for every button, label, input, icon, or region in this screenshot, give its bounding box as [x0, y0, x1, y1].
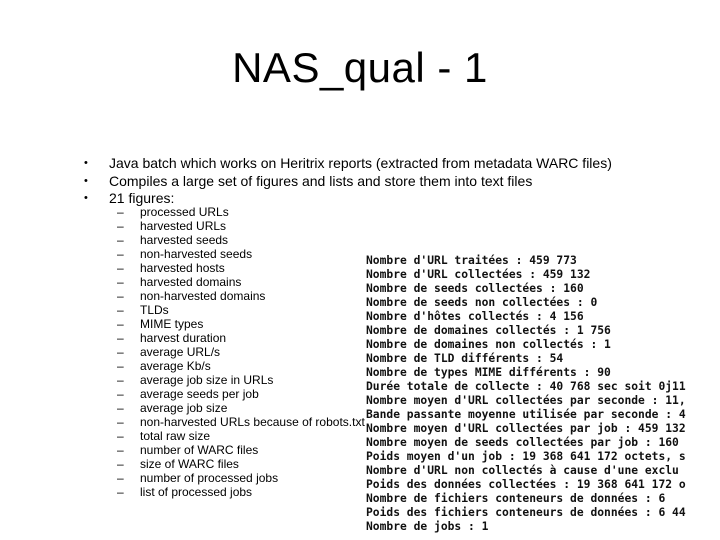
figure-item [117, 289, 365, 303]
bullet-item [84, 155, 704, 173]
dash-icon: – [117, 429, 124, 443]
figure-item [117, 219, 365, 233]
figure-label: harvested hosts [140, 261, 225, 275]
bullet-dot-icon: • [84, 157, 88, 169]
figure-item [117, 205, 365, 219]
report-line: Nombre de jobs : 1 [366, 520, 489, 533]
figure-item [117, 331, 365, 345]
report-line: Poids moyen d'un job : 19 368 641 172 octets, s [366, 450, 686, 463]
dash-icon: – [117, 303, 124, 317]
figure-label: average seeds per job [140, 387, 259, 401]
figure-label: non-harvested seeds [140, 247, 253, 261]
figure-label: average job size [140, 401, 228, 415]
bullet-list [84, 155, 704, 208]
report-line: Nombre moyen d'URL collectées par job : 459 132 [366, 422, 686, 435]
dash-icon: – [117, 275, 124, 289]
figure-item [117, 317, 365, 331]
figure-item [117, 275, 365, 289]
figure-item [117, 457, 365, 471]
figure-item [117, 471, 365, 485]
report-line: Nombre d'URL collectées : 459 132 [366, 268, 591, 281]
dash-icon: – [117, 471, 124, 485]
dash-icon: – [117, 219, 124, 233]
report-line: Nombre de domaines non collectés : 1 [366, 338, 611, 351]
report-line: Nombre d'URL traitées : 459 773 [366, 254, 577, 267]
bullet-text: Compiles a large set of figures and lists and store them into text files [109, 172, 533, 189]
figure-label: number of processed jobs [140, 471, 279, 485]
dash-icon: – [117, 457, 124, 471]
bullet-text: 21 figures: [109, 190, 175, 206]
figure-label: average job size in URLs [140, 373, 274, 387]
dash-icon: – [117, 387, 124, 401]
figure-label: total raw size [140, 429, 211, 443]
dash-icon: – [117, 485, 124, 499]
figure-list [117, 205, 365, 499]
figure-item [117, 415, 365, 429]
dash-icon: – [117, 415, 124, 429]
dash-icon: – [117, 233, 124, 247]
figure-label: harvested URLs [140, 219, 227, 233]
figure-item [117, 387, 365, 401]
figure-item [117, 373, 365, 387]
bullet-item [84, 173, 704, 191]
figure-item [117, 233, 365, 247]
dash-icon: – [117, 443, 124, 457]
figure-label: harvested seeds [140, 233, 229, 247]
report-line: Bande passante moyenne utilisée par seconde : 4 [366, 408, 686, 421]
dash-icon: – [117, 247, 124, 261]
dash-icon: – [117, 289, 124, 303]
dash-icon: – [117, 359, 124, 373]
dash-icon: – [117, 261, 124, 275]
report-line: Nombre de seeds collectées : 160 [366, 282, 584, 295]
figure-label: non-harvested URLs because of robots.txt [140, 415, 365, 429]
figure-label: harvested domains [140, 275, 242, 289]
report-line: Nombre d'URL non collectés à cause d'une exclu [366, 464, 679, 477]
figure-label: MIME types [140, 317, 204, 331]
figure-label: processed URLs [140, 205, 229, 219]
figure-item [117, 429, 365, 443]
report-line: Nombre d'hôtes collectés : 4 156 [366, 310, 584, 323]
report-line: Poids des données collectées : 19 368 641 172 o [366, 478, 686, 491]
dash-icon: – [117, 373, 124, 387]
report-line: Nombre de domaines collectés : 1 756 [366, 324, 611, 337]
dash-icon: – [117, 331, 124, 345]
figure-item [117, 247, 365, 261]
figure-label: harvest duration [140, 331, 227, 345]
figure-item [117, 401, 365, 415]
figure-item [117, 345, 365, 359]
report-line: Nombre moyen d'URL collectées par seconde : 11, [366, 394, 686, 407]
figure-item [117, 303, 365, 317]
report-line: Nombre moyen de seeds collectées par job : 160 [366, 436, 679, 449]
figure-item [117, 359, 365, 373]
figure-label: list of processed jobs [140, 485, 253, 499]
figure-label: number of WARC files [140, 443, 259, 457]
bullet-text: Java batch which works on Heritrix reports (extracted from metadata WARC files) [109, 155, 612, 171]
figure-label: TLDs [140, 303, 169, 317]
bullet-dot-icon: • [84, 192, 88, 204]
report-line: Nombre de fichiers conteneurs de données : 6 [366, 492, 666, 505]
figure-item [117, 485, 365, 499]
figure-label: average Kb/s [140, 359, 211, 373]
report-screenshot [366, 254, 720, 534]
report-line: Durée totale de collecte : 40 768 sec soit 0j11 [366, 380, 686, 393]
bullet-dot-icon: • [84, 174, 88, 187]
report-line: Nombre de TLD différents : 54 [366, 352, 564, 365]
dash-icon: – [117, 345, 124, 359]
report-line: Poids des fichiers conteneurs de données : 6 44 [366, 506, 686, 519]
figure-label: average URL/s [140, 345, 221, 359]
figure-label: non-harvested domains [140, 289, 266, 303]
report-line: Nombre de types MIME différents : 90 [366, 366, 611, 379]
figure-label: size of WARC files [140, 457, 239, 471]
figure-item [117, 443, 365, 457]
slide-title: NAS_qual - 1 [232, 44, 488, 91]
dash-icon: – [117, 205, 124, 219]
figure-item [117, 261, 365, 275]
report-line: Nombre de seeds non collectées : 0 [366, 296, 598, 309]
dash-icon: – [117, 317, 124, 331]
dash-icon: – [117, 401, 124, 415]
